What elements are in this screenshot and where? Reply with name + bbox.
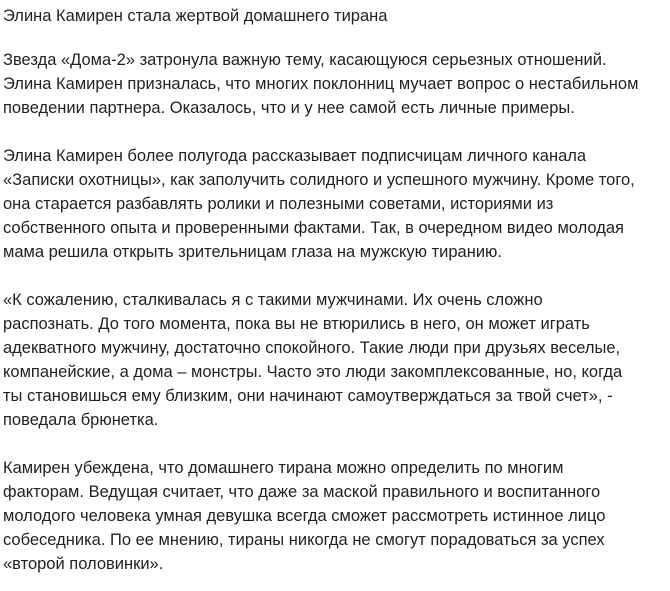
article-paragraph-1 [3, 48, 664, 120]
paragraph-line: ты становишься ему близким, они начинают самоутверждаться за твой счет», - [3, 387, 613, 405]
paragraph-line: собственного опыта и проверенными фактами. Так, в очередном видео молодая [3, 219, 624, 237]
paragraph-line: адекватного мужчину, достаточно спокойного. Такие люди при друзьях веселые, [3, 339, 621, 357]
paragraph-line: «К сожалению, сталкивалась я с такими мужчинами. Их очень сложно [3, 291, 543, 309]
article-title: Элина Камирен стала жертвой домашнего тирана [3, 7, 388, 25]
paragraph-line: распознать. До того момента, пока вы не втюрились в него, он может играть [3, 315, 590, 333]
paragraph-line: «второй половинки». [3, 555, 164, 573]
paragraph-line: поведала брюнетка. [3, 411, 159, 429]
paragraph-line: она старается разбавлять ролики и полезными советами, историями из [3, 195, 554, 213]
paragraph-line: Элина Камирен призналась, что многих поклонниц мучает вопрос о нестабильном [3, 75, 639, 93]
paragraph-line: поведении партнера. Оказалось, что и у нее самой есть личные примеры. [3, 99, 575, 117]
paragraph-line: мама решила открыть зрительницам глаза на мужскую тиранию. [3, 243, 503, 261]
article-paragraph-2 [3, 144, 664, 264]
paragraph-line: компанейские, а дома – монстры. Часто это люди закомплексованные, но, когда [3, 363, 623, 381]
paragraph-line: Камирен убеждена, что домашнего тирана можно определить по многим [3, 459, 564, 477]
paragraph-line: факторам. Ведущая считает, что даже за маской правильного и воспитанного [3, 483, 601, 501]
article-paragraph-3 [3, 288, 664, 432]
paragraph-line: молодого человека умная девушка всегда сможет рассмотреть истинное лицо [3, 507, 606, 525]
paragraph-line: Звезда «Дома-2» затронула важную тему, касающуюся серьезных отношений. [3, 51, 607, 69]
paragraph-line: Элина Камирен более полугода рассказывает подписчицам личного канала [3, 147, 587, 165]
article-paragraph-4 [3, 456, 664, 576]
paragraph-line: собеседника. По ее мнению, тираны никогда не смогут порадоваться за успех [3, 531, 605, 549]
paragraph-line: «Записки охотницы», как заполучить солидного и успешного мужчину. Кроме того, [3, 171, 635, 189]
